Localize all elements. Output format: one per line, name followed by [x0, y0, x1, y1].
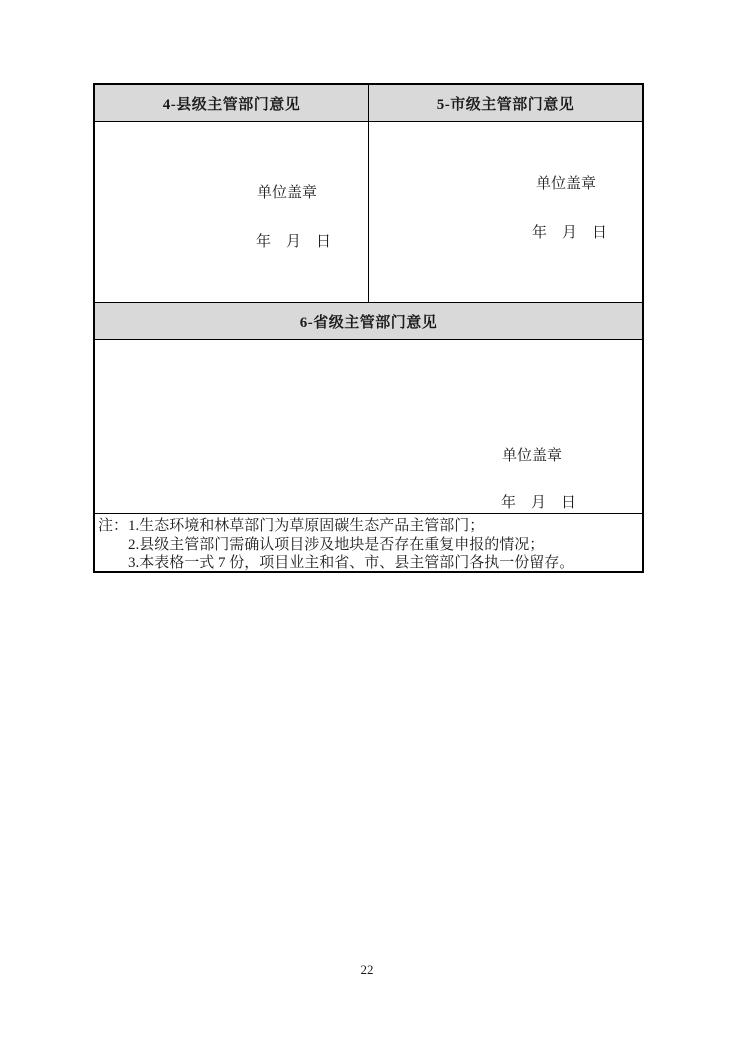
province-date-label: 年 月 日 — [501, 495, 577, 511]
province-stamp-label: 单位盖章 — [502, 448, 563, 464]
city-stamp-label: 单位盖章 — [536, 176, 597, 192]
note-item-2: 2.县级主管部门需确认项目涉及地块是否存在重复申报的情况； — [128, 536, 545, 553]
approval-opinions-table — [93, 83, 644, 573]
city-opinion-cell — [368, 122, 642, 302]
notes-row — [95, 513, 642, 570]
county-opinion-cell — [95, 122, 368, 302]
header-city-opinion: 5-市级主管部门意见 — [368, 85, 642, 121]
page-number: 22 — [360, 962, 374, 977]
notes-cell — [95, 514, 642, 570]
header-row-province — [95, 302, 642, 339]
province-opinion-cell — [95, 340, 642, 513]
stamp-row-province — [95, 339, 642, 513]
header-row-county-city — [95, 85, 642, 121]
city-date-label: 年 月 日 — [532, 225, 608, 241]
header-county-opinion: 4-县级主管部门意见 — [95, 85, 368, 121]
note-item-1: 1.生态环境和林草部门为草原固碳生态产品主管部门； — [128, 518, 485, 534]
county-date-label: 年 月 日 — [256, 234, 332, 250]
header-province-opinion: 6-省级主管部门意见 — [95, 303, 642, 339]
county-stamp-label: 单位盖章 — [257, 185, 318, 201]
stamp-row-county-city — [95, 121, 642, 302]
notes-prefix: 注： — [98, 518, 129, 534]
note-item-3: 3.本表格一式 7 份，项目业主和省、市、县主管部门各执一份留存。 — [128, 555, 575, 571]
notes-list — [128, 517, 636, 573]
